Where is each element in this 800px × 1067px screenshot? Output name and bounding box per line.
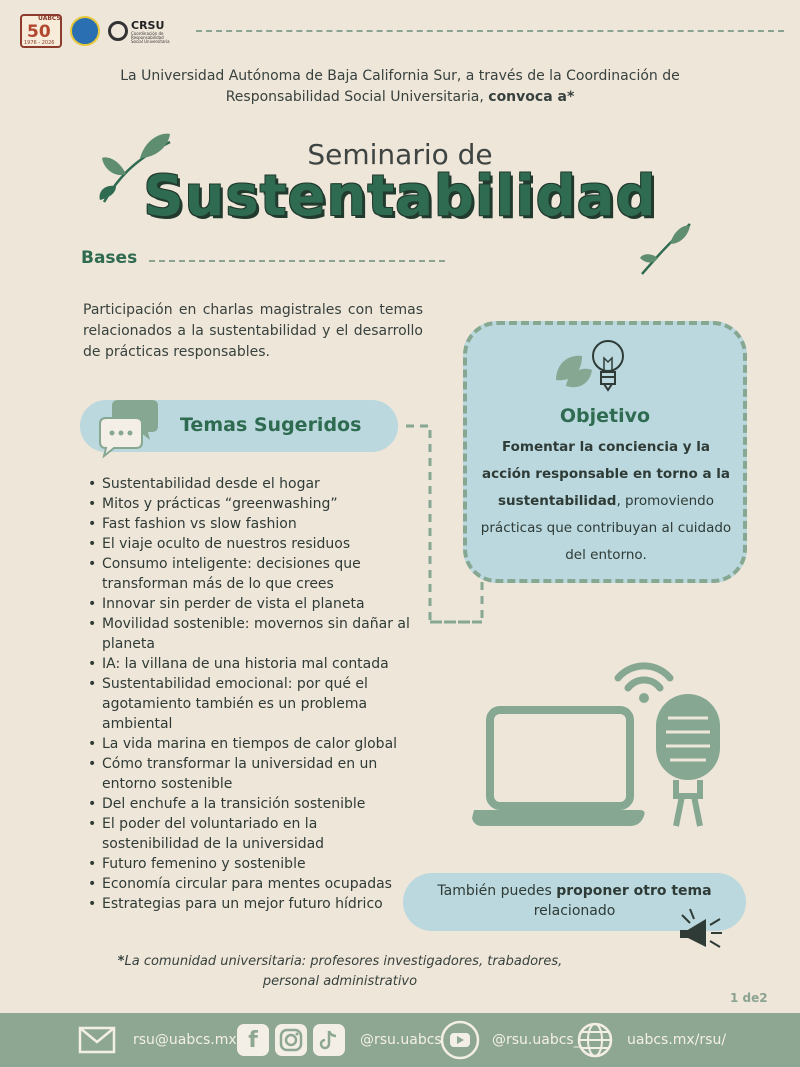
temas-heading: Temas Sugeridos (180, 414, 362, 436)
list-item: • Economía circular para mentes ocupadas (88, 874, 418, 894)
lightbulb-leaf-icon (552, 336, 632, 398)
footer-social-icons (237, 1013, 345, 1067)
title-prefix: Seminario de (307, 138, 493, 171)
microphone-icon (656, 694, 720, 826)
list-item: • IA: la villana de una historia mal contada (88, 654, 418, 674)
convocatoria-intro: La Universidad Autónoma de Baja California Sur, a través de la Coordinación de Responsabilidad Social Universitaria, convoca a* (120, 68, 680, 105)
objetivo-heading: Objetivo (559, 405, 651, 427)
megaphone-icon (676, 905, 726, 951)
email-text[interactable]: rsu@uabcs.mx (133, 1032, 237, 1048)
page-title: Sustentabilidad (143, 164, 657, 229)
objetivo-text: Fomentar la conciencia y la acción responsable en torno a la sustentabilidad, promoviendo prácticas que contribuyan al cuidado del entorno. (480, 439, 732, 563)
leaf-branch-icon (636, 218, 696, 278)
bases-description: Participación en charlas magistrales con temas relacionados a la sustentabilidad y el desarrollo de prácticas responsables. (83, 302, 423, 360)
list-item: • Innovar sin perder de vista el planeta (88, 594, 418, 614)
list-item: • Estrategias para un mejor futuro hídrico (88, 894, 418, 914)
list-item: • Del enchufe a la transición sostenible (88, 794, 418, 814)
crsu-circle-icon (108, 21, 128, 41)
laptop-microphone-illustration (470, 648, 740, 838)
header-divider (196, 30, 784, 32)
bases-divider (149, 260, 445, 262)
footer-social-handle[interactable]: @rsu.uabcs (360, 1032, 442, 1048)
footer-web[interactable] (577, 1013, 726, 1067)
list-item: • Futuro femenino y sostenible (88, 854, 418, 874)
list-item: • Movilidad sostenible: movernos sin dañar al planeta (88, 614, 418, 654)
list-item: • Consumo inteligente: decisiones que transforman más de lo que crees (88, 554, 418, 594)
uabcs-50-logo: UABCS 50 1976 - 2026 (20, 14, 62, 48)
propuesta-text: También puedes proponer otro tema relacionado (437, 883, 712, 919)
footer-email[interactable] (78, 1013, 237, 1067)
chat-bubbles-icon (98, 396, 160, 458)
wifi-icon (618, 666, 670, 703)
uabcs-seal-logo (70, 16, 100, 46)
page-number: 1 de2 (730, 991, 768, 1005)
list-item: • Sustentabilidad desde el hogar (88, 474, 418, 494)
web-url[interactable]: uabcs.mx/rsu/ (627, 1032, 727, 1048)
list-item: • Sustentabilidad emocional: por qué el agotamiento también es un problema ambiental (88, 674, 418, 734)
list-item: • El viaje oculto de nuestros residuos (88, 534, 418, 554)
footer (0, 1013, 800, 1067)
crsu-logo: CRSU Coordinación de Responsabilidad Social Universitaria (108, 19, 171, 44)
header-logos (20, 14, 171, 48)
bases-heading: Bases (81, 248, 138, 268)
list-item: • La vida marina en tiempos de calor global (88, 734, 418, 754)
footer-youtube[interactable] (440, 1013, 581, 1067)
comunidad-note: *La comunidad universitaria: profesores investigadores, trabadores, personal administrativo (117, 954, 563, 989)
list-item: • Cómo transformar la universidad en un entorno sostenible (88, 754, 418, 794)
email-icon (78, 1026, 116, 1054)
laptop-icon (472, 710, 645, 826)
list-item: • Fast fashion vs slow fashion (88, 514, 418, 534)
list-item: • Mitos y prácticas “greenwashing” (88, 494, 418, 514)
facebook-icon[interactable]: f (237, 1024, 269, 1056)
youtube-handle[interactable]: @rsu.uabcs_ (492, 1032, 581, 1048)
list-item: • El poder del voluntariado en la sostenibilidad de la universidad (88, 814, 418, 854)
instagram-icon[interactable] (275, 1024, 307, 1056)
temas-list (88, 474, 418, 914)
youtube-icon (440, 1020, 480, 1060)
globe-icon (577, 1022, 613, 1058)
tiktok-icon[interactable] (313, 1024, 345, 1056)
